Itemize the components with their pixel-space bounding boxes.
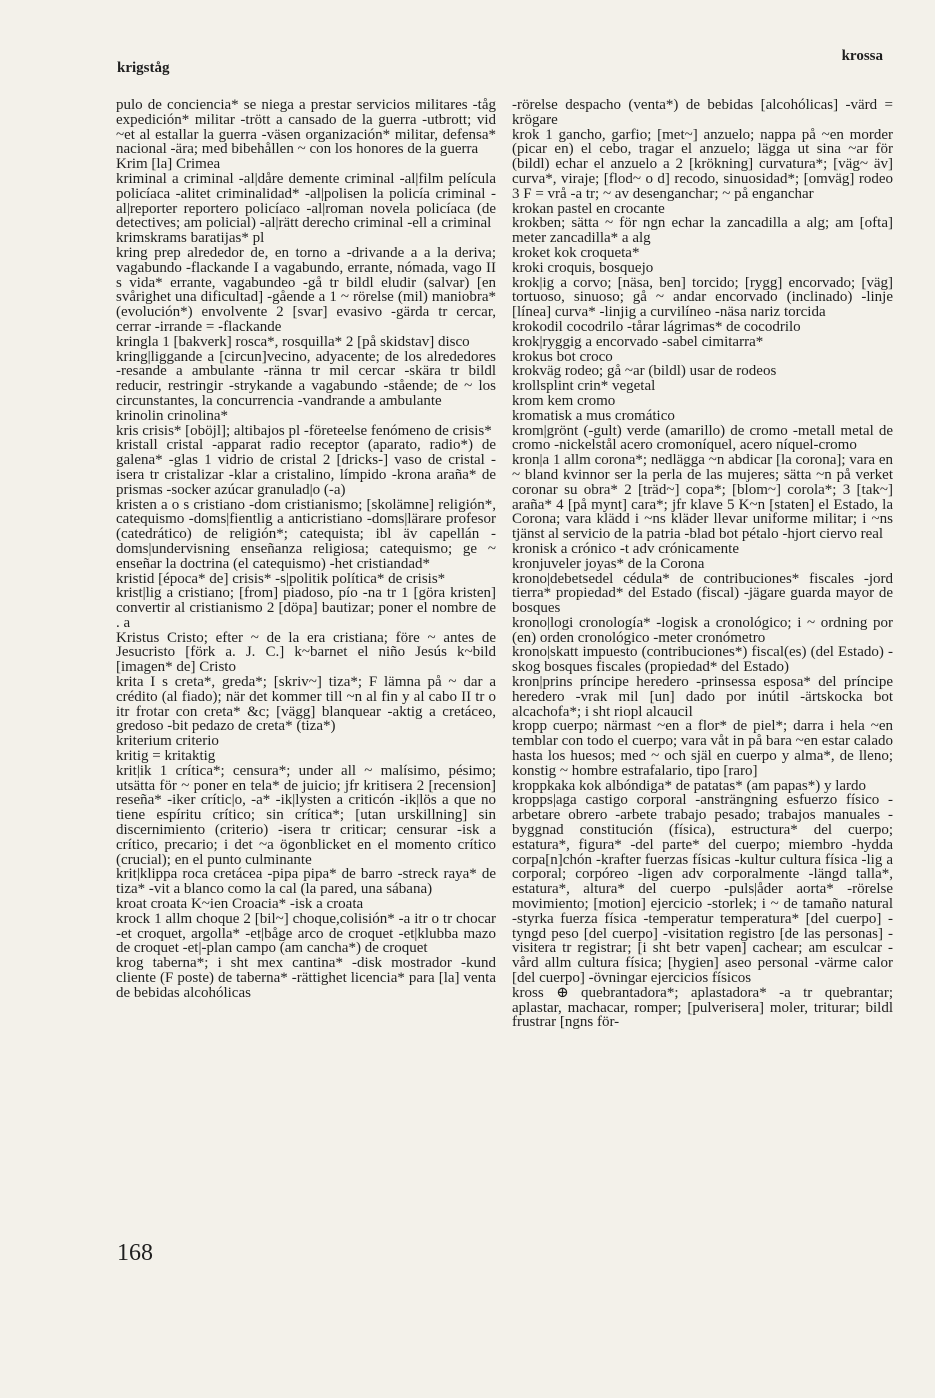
entry-right-4: kroket kok croqueta* bbox=[512, 244, 640, 261]
entry-left-13: Kristus Cristo; efter ~ de la era cristiana; före ~ antes de Jesucristo [förk a. J. C.] k~barnet el niño Jesús k~bild [imagen* de] Cristo bbox=[116, 629, 496, 676]
entry-left-15: kriterium criterio bbox=[116, 733, 219, 750]
entry-right-11: krollsplint crin* vegetal bbox=[512, 378, 656, 395]
entry-left-8: kris crisis* [oböjl]; altibajos pl -företeelse fenómeno de crisis* bbox=[116, 422, 492, 439]
entry-left-18: krit|klippa roca cretácea -pipa pipa* de barro -streck raya* de tiza* -vit a blanco como la cal (la pared, una sábana) bbox=[116, 866, 496, 898]
entry-right-18: krono|debetsedel cédula* de contribuciones* fiscales -jord tierra* propiedad* del Estado (fiscal) -jägare guarda mayor de bosques bbox=[512, 570, 893, 617]
entry-right-9: krokus bot croco bbox=[512, 348, 613, 365]
entry-right-6: krok|ig a corvo; [näsa, ben] torcido; [rygg] encorvado; [väg] tortuoso, sinuoso; gå ~ andar encorvado (inclinado) -linje [línea] curva* -linjig a curvilíneo -näsa nariz torcida bbox=[512, 274, 893, 321]
entry-right-3: krokben; sätta ~ för ngn echar la zancadilla a alg; am [ofta] meter zancadilla* a alg bbox=[512, 215, 893, 247]
entry-left-21: krog taberna*; i sht mex cantina* -disk mostrador -kund cliente (F poste) de taberna* -rättighet licencia* para [la] venta de bebidas alcohólicas bbox=[116, 955, 496, 1001]
entry-left-14: krita I s creta*, greda*; [skriv~] tiza*; F lämna på ~ dar a crédito (al fiado); när det kommer till ~n al fin y al cabo II tr o itr frotar con creta* &c; [vägg] blanquear -aktig a cretáceo, gredoso -bit pedazo de creta* (tiza*) bbox=[116, 674, 496, 735]
entry-right-24: kropps|aga castigo corporal -ansträngning esfuerzo físico -arbetare obrero -arbete trabajo pesado; trabajos manuales -byggnad constitución (física), estructura* del cuerpo; estatura*, figura* -del parte* del cuerpo; miembro -hydda corpa[n]chón -krafter fuerzas físicas -kultur cultura física -lig a corporal; corpóreo -ligen adv corporalmente -längd talla*, estatura*, altura* del cuerpo -puls|åder aorta* -rörelse movimiento; [motion] ejercicio -storlek; i ~ de tamaño natural -styrka fuerza física -temperatur temperatura* [del cuerpo] -tyngd peso [del cuerpo] -visitation registro [de las personas] -visitera tr registrar; [i sht betr vapen] cachear; am esculcar -vård allm cultura física; [hygien] aseo personal -värme calor [del cuerpo] -övningar ejercicios físicos bbox=[512, 792, 893, 987]
entry-right-19: krono|logi cronología* -logisk a cronológico; i ~ ordning por (en) orden cronológico -meter cronómetro bbox=[512, 614, 893, 646]
entry-left-12: krist|lig a cristiano; [from] piadoso, pío -na tr 1 [göra kristen] convertir al cristianismo 2 [döpa] bautizar; poner el nombre de . a bbox=[116, 585, 496, 631]
entry-right-23: kroppkaka kok albóndiga* de patatas* (am papas*) y lardo bbox=[512, 777, 867, 794]
entry-right-15: kron|a 1 allm corona*; nedlägga ~n abdicar [la corona]; vara en ~ bland kvinnor ser la perla de las mujeres; sätta ~n på verket coronar su obra* 2 [träd~] copa*; [blom~] corola*; 3 [tak~] araña* 4 [på mynt] cara*; jfr klave 5 K~n [staten] el Estado, la Corona; vara klädd i ~ns kläder llevar uniforme militar; i ~ns tjänst al servicio de la patria -blad bot pétalo -hjort ciervo real bbox=[512, 452, 893, 543]
entry-left-10: kristen a o s cristiano -dom cristianismo; [skolämne] religión*, catequismo -doms|fientlig a anticristiano -doms|lärare profesor (catedrático) de religión*; catequista; ibl äv capellán -doms|undervisning enseñanza religiosa; catequismo; ge ~ enseñar la doctrina (el catequismo) -het cristiandad* bbox=[116, 496, 496, 572]
entry-right-14: krom|grönt (-gult) verde (amarillo) de cromo -metall metal de cromo -nickelstål acero cromoníquel, acero níquel-cromo bbox=[512, 422, 893, 454]
entry-right-21: kron|prins príncipe heredero -prinsessa esposa* del príncipe heredero -vrak mil [un] dado por inútil -ärtskocka bot alcachofa*; i sht riopl alcaucil bbox=[512, 674, 893, 720]
entry-right-12: krom kem cromo bbox=[512, 392, 616, 409]
entry-right-8: krok|ryggig a encorvado -sabel cimitarra* bbox=[512, 333, 764, 350]
right-column bbox=[512, 98, 893, 1030]
entry-left-2: kriminal a criminal -al|dåre demente criminal -al|film película policíaca -alitet criminalidad* -al|polisen la policía criminal -al|reporter reportero policíaco -al|roman novela policíaca (de detectives; am policial) -al|rätt derecho criminal -ell a criminal bbox=[116, 170, 496, 232]
entry-right-16: kronisk a crónico -t adv crónicamente bbox=[512, 540, 739, 557]
entry-left-1: Krim [la] Crimea bbox=[116, 156, 221, 173]
page-number: 168 bbox=[117, 1240, 153, 1266]
entry-left-9: kristall cristal -apparat radio receptor (aparato, radio*) de galena* -glas 1 vidrio de cristal 2 [dricks-] vaso de cristal -isera tr cristalizar -klar a cristalino, límpido -krona araña* de prismas -socker azúcar granulad|o (-a) bbox=[116, 437, 496, 498]
entry-left-11: kristid [época* de] crisis* -s|politik política* de crisis* bbox=[116, 570, 446, 587]
entry-right-0: -rörelse despacho (venta*) de bebidas [alcohólicas] -värd = krögare bbox=[512, 97, 893, 128]
guide-word-right: krossa bbox=[841, 48, 883, 64]
entry-left-16: kritig = kritaktig bbox=[116, 748, 216, 765]
entry-right-22: kropp cuerpo; närmast ~en a flor* de piel*; darra i hela ~en temblar con todo el cuerpo; vara våt in på bara ~en estar calado hasta los huesos; med ~ och själ en cuerpo y alma*, de lleno; konstig ~ hombre estrafalario, tipo [raro] bbox=[512, 718, 893, 779]
guide-word-left: krigståg bbox=[117, 60, 170, 76]
entry-right-1: krok 1 gancho, garfio; [met~] anzuelo; nappa på ~en morder (picar en) el cebo, tragar el anzuelo; lägga ut sina ~ar för (bildl) echar el anzuelo a 2 [krökning] curvatura*; [väg~ äv] curva*, viraje; [flod~ o d] recodo, sinuosidad*; [omväg] rodeo 3 F = vrå -a tr; ~ av desenganchar; ~ på enganchar bbox=[512, 126, 893, 202]
entry-right-17: kronjuveler joyas* de la Corona bbox=[512, 555, 705, 572]
entry-left-19: kroat croata K~ien Croacia* -isk a croata bbox=[116, 896, 364, 913]
entry-right-25: kross ⊕ quebrantadora*; aplastadora* -a tr quebrantar; aplastar, machacar, romper; [pulverisera] moler, triturar; bildl frustrar [ngns för- bbox=[512, 984, 893, 1031]
entry-left-4: kring prep alrededor de, en torno a -drivande a a la deriva; vagabundo -flackande I a vagabundo, errante, nómada, vago II s vida* errante, vagabundeo -gå tr bildl eludir (salvar) [en svårighet una dificultad] -gående a 1 ~ rörelse (mil) maniobra* (evolución*) envolvente 2 [svar] evasivo -gärda tr cercar, cerrar -irrande = -flackande bbox=[116, 244, 496, 335]
left-column bbox=[116, 98, 496, 1001]
entry-right-10: krokväg rodeo; gå ~ar (bildl) usar de rodeos bbox=[512, 363, 777, 380]
entry-left-17: krit|ik 1 crítica*; censura*; under all ~ malísimo, pésimo; utsätta för ~ poner en tela* de juicio; jfr kritisera 2 [recension] reseña* -iker crític|o, -a* -ik|lysten a criticón -ik|lös a que no tiene espíritu crítico; sin crítica*; [utan urskillning] sin discernimiento (criterio) -isera tr criticar; censurar -isk a crítico, precario; i det ~a ögonblicket en el momento crítico (crucial); en el punto culminante bbox=[116, 762, 496, 868]
entry-left-6: kring|liggande a [circun]vecino, adyacente; de los alrededores -resande a ambulante -ränna tr mil cercar -skära tr bildl reducir, restringir -strykande a vagabundo -stående; de ~ los circunstantes, la concurrencia -vandrande a ambulante bbox=[116, 348, 496, 409]
entry-left-20: krock 1 allm choque 2 [bil~] choque,colisión* -a itr o tr chocar -et croquet, argolla* -et|båge arco de croquet -et|klubba mazo de croquet -et|-plan campo (am cancha*) de croquet bbox=[116, 910, 496, 957]
entry-right-2: krokan pastel en crocante bbox=[512, 200, 665, 217]
entry-left-0: pulo de conciencia* se niega a prestar servicios militares -tåg expedición* militar -trött a cansado de la guerra -utbrott; vid ~et al estallar la guerra -väsen organización* militar, defensa* nacional -ära; med bibehållen ~ con los honores de la guerra bbox=[116, 97, 496, 158]
entry-left-5: kringla 1 [bakverk] rosca*, rosquilla* 2 [på skidstav] disco bbox=[116, 333, 470, 350]
entry-left-7: krinolin crinolina* bbox=[116, 407, 229, 424]
entry-right-13: kromatisk a mus cromático bbox=[512, 407, 675, 424]
entry-right-5: kroki croquis, bosquejo bbox=[512, 259, 654, 276]
entry-right-7: krokodil cocodrilo -tårar lágrimas* de cocodrilo bbox=[512, 318, 801, 335]
entry-left-3: krimskrams baratijas* pl bbox=[116, 230, 265, 247]
entry-right-20: krono|skatt impuesto (contribuciones*) fiscal(es) (del Estado) -skog bosques fiscales (propiedad* del Estado) bbox=[512, 644, 893, 676]
